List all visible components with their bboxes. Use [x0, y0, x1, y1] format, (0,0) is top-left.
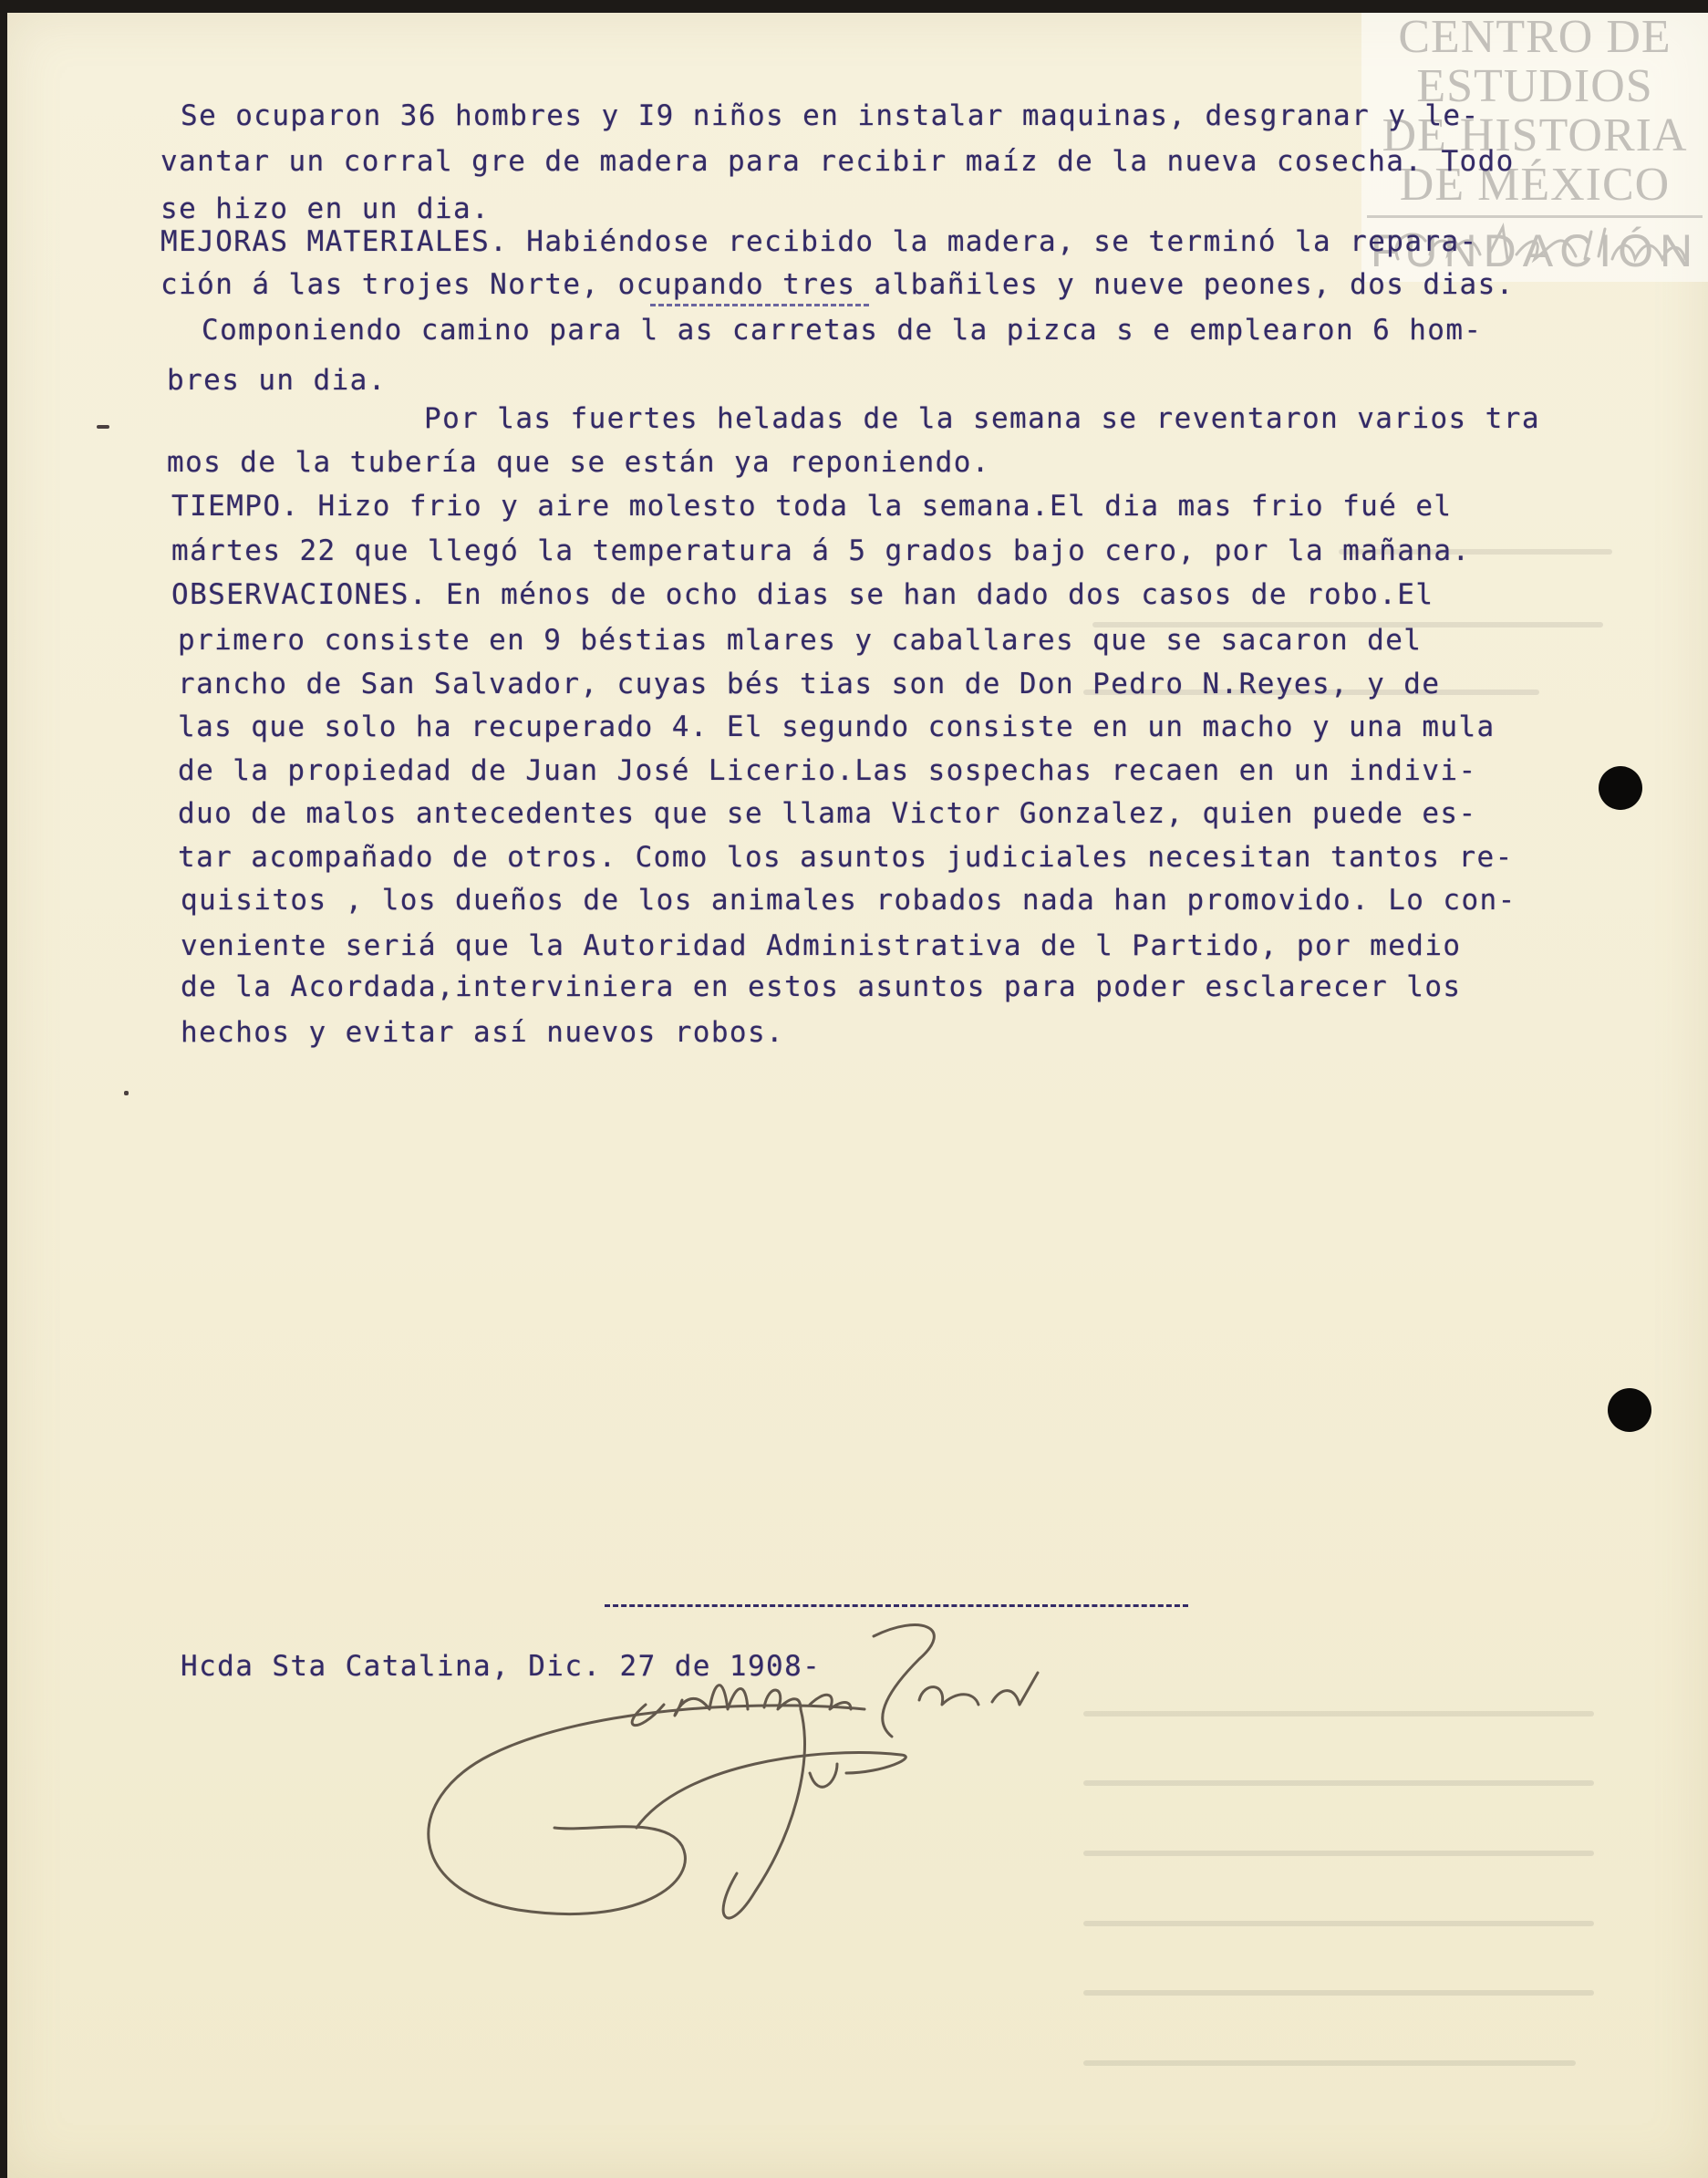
closing-separator [605, 1604, 1188, 1607]
letter-line: de la propiedad de Juan José Licerio.Las sospechas recaen en un indivi- [178, 754, 1477, 787]
letter-line: hechos y evitar así nuevos robos. [181, 1016, 785, 1049]
punch-hole-upper [1599, 766, 1642, 810]
letter-line: mártes 22 que llegó la temperatura á 5 grados bajo cero, por la mañana. [171, 534, 1471, 567]
letter-line: vantar un corral gre de madera para recibir maíz de la nueva cosecha. Todo [160, 145, 1515, 178]
closing-place-date: Hcda Sta Catalina, Dic. 27 de 1908- [181, 1650, 822, 1683]
letter-line: duo de malos antecedentes que se llama Victor Gonzalez, quien puede es- [178, 797, 1477, 830]
letter-line: quisitos , los dueños de los animales robados nada han promovido. Lo con- [181, 884, 1516, 917]
handwritten-signature [409, 1618, 1320, 1946]
letter-line: mos de la tubería que se están ya reponiendo. [167, 446, 990, 479]
letter-line: Se ocuparon 36 hombres y I9 niños en instalar maquinas, desgranar y le- [181, 99, 1480, 132]
letter-line: tar acompañado de otros. Como los asuntos judiciales necesitan tantos re- [178, 841, 1514, 874]
letter-line: OBSERVACIONES. En ménos de ocho dias se han dado dos casos de robo.El [171, 578, 1434, 611]
letter-line: Componiendo camino para l as carretas de la pizca s e emplearon 6 hom- [202, 314, 1483, 347]
letter-line: las que solo ha recuperado 4. El segundo consiste en un macho y una mula [178, 710, 1496, 743]
letter-line: primero consiste en 9 béstias mlares y caballares que se sacaron del [178, 624, 1423, 657]
margin-mark [97, 425, 109, 429]
letter-line: TIEMPO. Hizo frio y aire molesto toda la semana.El dia mas frio fué el [171, 490, 1453, 523]
separator-dash [650, 304, 869, 306]
letter-line: MEJORAS MATERIALES. Habiéndose recibido la madera, se terminó la repara- [160, 225, 1478, 258]
letter-line: bres un dia. [167, 364, 387, 397]
watermark-line-3: DE HISTORIA [1382, 109, 1688, 161]
signature-text: Migl. Soto [974, 1800, 980, 1801]
letter-line: Por las fuertes heladas de la semana se reventaron varios tra [424, 402, 1540, 435]
letter-line: veniente seriá que la Autoridad Administrativa de l Partido, por medio [181, 929, 1462, 962]
letter-line: de la Acordada,interviniera en estos asuntos para poder esclarecer los [181, 970, 1462, 1003]
letter-line: ción á las trojes Norte, ocupando tres albañiles y nueve peones, dos dias. [160, 268, 1515, 301]
letter-line: se hizo en un dia. [160, 192, 491, 225]
watermark-line-1: CENTRO DE [1398, 11, 1672, 63]
letter-line: rancho de San Salvador, cuyas bés tias son de Don Pedro N.Reyes, y de [178, 668, 1441, 700]
watermark-line-4: DE MÉXICO [1399, 159, 1671, 211]
watermark-line-2: ESTUDIOS [1416, 60, 1653, 112]
punch-hole-lower [1608, 1388, 1651, 1432]
margin-mark [124, 1091, 129, 1095]
document-page [7, 13, 1708, 2178]
watermark-foundation: FUNDACIÓN [1370, 225, 1700, 276]
